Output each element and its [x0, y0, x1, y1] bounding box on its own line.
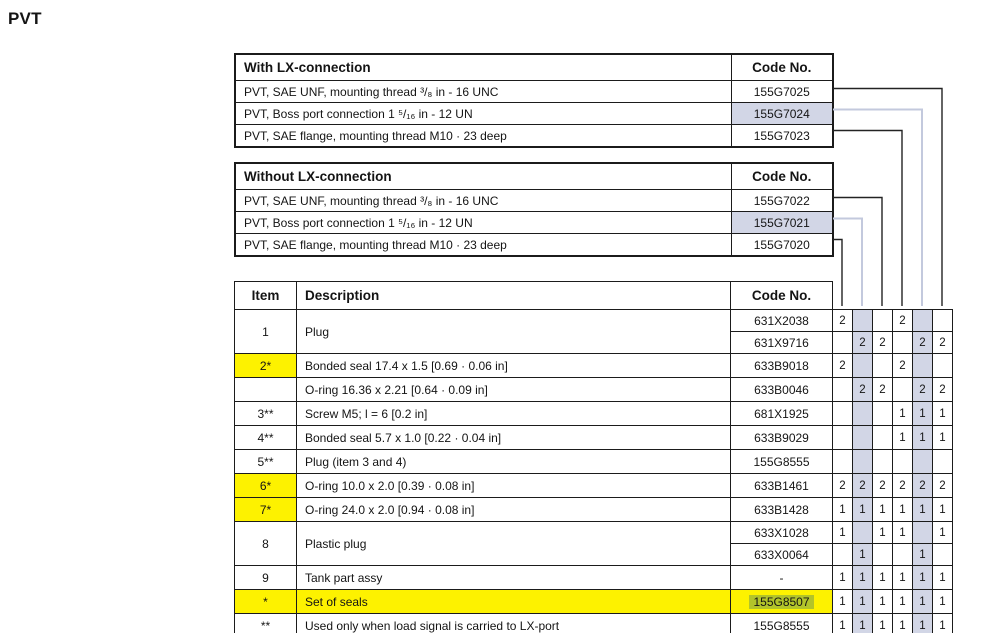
qty-cell — [913, 310, 933, 332]
description-cell: O-ring 10.0 x 2.0 [0.39 · 0.08 in] — [297, 474, 731, 498]
qty-cell — [873, 310, 893, 332]
table-row — [235, 402, 953, 426]
qty-cell: 1 — [913, 498, 933, 522]
connector-line — [833, 131, 902, 307]
qty-cell — [933, 544, 953, 566]
qty-cell: 2 — [873, 378, 893, 402]
qty-cell: 2 — [853, 474, 873, 498]
qty-cell: 2 — [853, 332, 873, 354]
code-cell: 631X9716 — [731, 332, 833, 354]
qty-cell — [833, 450, 853, 474]
item-cell: * — [235, 590, 297, 614]
item-cell: 7* — [235, 498, 297, 522]
table-row — [235, 378, 953, 402]
qty-cell: 1 — [913, 566, 933, 590]
qty-cell: 1 — [933, 590, 953, 614]
description-cell: Screw M5; l = 6 [0.2 in] — [297, 402, 731, 426]
description-cell: PVT, Boss port connection 1 ⁵/₁₆ in - 12 UN — [235, 212, 731, 234]
qty-cell — [913, 354, 933, 378]
item-cell: 8 — [235, 522, 297, 566]
qty-cell: 2 — [913, 332, 933, 354]
qty-cell — [833, 332, 853, 354]
qty-cell: 1 — [853, 566, 873, 590]
qty-cell: 1 — [913, 590, 933, 614]
qty-cell: 2 — [833, 310, 853, 332]
code-cell: 155G7021 — [731, 212, 833, 234]
table-row — [235, 614, 953, 633]
qty-cell: 2 — [873, 474, 893, 498]
item-header: Item — [235, 282, 297, 310]
code-cell: 155G7023 — [731, 125, 833, 148]
qty-cell: 2 — [833, 354, 853, 378]
description-cell: Plug — [297, 310, 731, 354]
code-no-header: Code No. — [731, 163, 833, 190]
qty-cell — [853, 522, 873, 544]
code-cell: 155G7025 — [731, 81, 833, 103]
qty-cell: 1 — [913, 614, 933, 633]
code-cell: 155G7020 — [731, 234, 833, 257]
description-header: Description — [297, 282, 731, 310]
qty-cell — [913, 450, 933, 474]
qty-cell: 1 — [873, 522, 893, 544]
table-header-row — [235, 282, 953, 310]
description-cell: PVT, SAE UNF, mounting thread ³/₈ in - 16 UNC — [235, 190, 731, 212]
description-cell: Used only when load signal is carried to LX-port — [297, 614, 731, 633]
qty-cell: 2 — [893, 474, 913, 498]
description-cell: PVT, SAE flange, mounting thread M10 · 23 deep — [235, 125, 731, 148]
qty-cell: 1 — [853, 590, 873, 614]
table-row — [235, 310, 953, 332]
description-cell: Plastic plug — [297, 522, 731, 566]
qty-cell: 2 — [873, 332, 893, 354]
code-cell: 633B1428 — [731, 498, 833, 522]
qty-cell — [893, 332, 913, 354]
qty-cell — [933, 354, 953, 378]
qty-cell: 1 — [933, 522, 953, 544]
code-cell: 633B0046 — [731, 378, 833, 402]
with-lx-title: With LX-connection — [235, 54, 731, 81]
code-no-header: Code No. — [731, 282, 833, 310]
qty-cell: 1 — [853, 498, 873, 522]
code-cell: 633B9029 — [731, 426, 833, 450]
qty-cell: 1 — [893, 402, 913, 426]
qty-cell — [833, 426, 853, 450]
item-cell — [235, 378, 297, 402]
qty-cell: 1 — [853, 544, 873, 566]
table-row — [235, 190, 833, 212]
description-cell: Bonded seal 5.7 x 1.0 [0.22 · 0.04 in] — [297, 426, 731, 450]
qty-cell: 2 — [913, 378, 933, 402]
qty-cell: 1 — [933, 402, 953, 426]
code-cell: 633X1028 — [731, 522, 833, 544]
description-cell: PVT, SAE flange, mounting thread M10 · 23 deep — [235, 234, 731, 257]
item-cell: 4** — [235, 426, 297, 450]
item-cell: 6* — [235, 474, 297, 498]
qty-cell: 1 — [913, 544, 933, 566]
qty-cell: 1 — [873, 498, 893, 522]
qty-cell: 2 — [913, 474, 933, 498]
item-cell: 3** — [235, 402, 297, 426]
qty-cell: 1 — [893, 498, 913, 522]
code-no-header: Code No. — [731, 54, 833, 81]
qty-cell: 1 — [833, 590, 853, 614]
qty-cell: 1 — [893, 426, 913, 450]
qty-cell: 2 — [933, 378, 953, 402]
table-row — [235, 450, 953, 474]
qty-cell — [853, 450, 873, 474]
table-row — [235, 234, 833, 257]
code-cell: 633B1461 — [731, 474, 833, 498]
table-row — [235, 125, 833, 148]
qty-cell: 1 — [873, 590, 893, 614]
code-cell: 631X2038 — [731, 310, 833, 332]
item-cell: 2* — [235, 354, 297, 378]
qty-cell — [893, 378, 913, 402]
qty-cell: 1 — [873, 614, 893, 633]
qty-cell — [873, 402, 893, 426]
description-cell: PVT, SAE UNF, mounting thread ³/₈ in - 16 UNC — [235, 81, 731, 103]
table-row — [235, 590, 953, 614]
qty-cell: 1 — [833, 522, 853, 544]
table-row — [235, 354, 953, 378]
table-header-row — [235, 163, 833, 190]
code-cell: 633X0064 — [731, 544, 833, 566]
qty-cell — [873, 544, 893, 566]
qty-cell: 2 — [893, 310, 913, 332]
qty-cell: 1 — [853, 614, 873, 633]
item-cell: 1 — [235, 310, 297, 354]
parts-table — [234, 281, 953, 633]
table-row — [235, 522, 953, 544]
description-cell: Bonded seal 17.4 x 1.5 [0.69 · 0.06 in] — [297, 354, 731, 378]
code-cell: 155G7024 — [731, 103, 833, 125]
highlighted-code: 155G8507 — [749, 595, 813, 609]
qty-columns-spacer — [833, 282, 953, 310]
qty-cell — [853, 426, 873, 450]
connector-line — [833, 110, 922, 307]
item-cell: 5** — [235, 450, 297, 474]
qty-cell — [833, 378, 853, 402]
qty-cell: 1 — [933, 498, 953, 522]
qty-cell: 1 — [893, 566, 913, 590]
table-row — [235, 212, 833, 234]
qty-cell — [893, 450, 913, 474]
qty-cell: 1 — [933, 566, 953, 590]
qty-cell: 1 — [933, 614, 953, 633]
connector-line — [833, 89, 942, 307]
item-cell: 9 — [235, 566, 297, 590]
qty-cell: 2 — [893, 354, 913, 378]
qty-cell — [873, 354, 893, 378]
qty-cell: 1 — [833, 498, 853, 522]
qty-cell: 1 — [893, 590, 913, 614]
table-row — [235, 474, 953, 498]
qty-cell — [833, 544, 853, 566]
code-cell: - — [731, 566, 833, 590]
code-cell: 633B9018 — [731, 354, 833, 378]
qty-cell: 1 — [913, 402, 933, 426]
table-row — [235, 426, 953, 450]
qty-cell — [933, 310, 953, 332]
qty-cell — [873, 426, 893, 450]
code-cell: 155G8555 — [731, 450, 833, 474]
qty-cell: 1 — [833, 614, 853, 633]
qty-cell: 2 — [853, 378, 873, 402]
qty-cell: 1 — [873, 566, 893, 590]
without-lx-title: Without LX-connection — [235, 163, 731, 190]
page-title: PVT — [8, 9, 42, 28]
qty-cell: 2 — [933, 474, 953, 498]
qty-cell — [853, 354, 873, 378]
item-cell: ** — [235, 614, 297, 633]
without-lx-table — [234, 162, 834, 257]
code-cell: 155G7022 — [731, 190, 833, 212]
qty-cell: 2 — [833, 474, 853, 498]
table-row — [235, 498, 953, 522]
qty-cell: 1 — [893, 614, 913, 633]
qty-cell: 1 — [913, 426, 933, 450]
qty-cell — [873, 450, 893, 474]
table-row — [235, 566, 953, 590]
description-cell: Set of seals — [297, 590, 731, 614]
qty-cell — [853, 402, 873, 426]
qty-cell — [893, 544, 913, 566]
qty-cell — [833, 402, 853, 426]
code-cell: 155G8555 — [731, 614, 833, 633]
qty-cell: 1 — [933, 426, 953, 450]
description-cell: O-ring 16.36 x 2.21 [0.64 · 0.09 in] — [297, 378, 731, 402]
table-row — [235, 103, 833, 125]
code-cell — [731, 590, 833, 614]
qty-cell — [913, 522, 933, 544]
description-cell: Plug (item 3 and 4) — [297, 450, 731, 474]
description-cell: PVT, Boss port connection 1 ⁵/₁₆ in - 12 UN — [235, 103, 731, 125]
table-header-row — [235, 54, 833, 81]
qty-cell: 1 — [833, 566, 853, 590]
table-row — [235, 81, 833, 103]
description-cell: Tank part assy — [297, 566, 731, 590]
qty-cell — [853, 310, 873, 332]
code-cell: 681X1925 — [731, 402, 833, 426]
qty-cell: 2 — [933, 332, 953, 354]
qty-cell: 1 — [893, 522, 913, 544]
with-lx-table — [234, 53, 834, 148]
description-cell: O-ring 24.0 x 2.0 [0.94 · 0.08 in] — [297, 498, 731, 522]
qty-cell — [933, 450, 953, 474]
